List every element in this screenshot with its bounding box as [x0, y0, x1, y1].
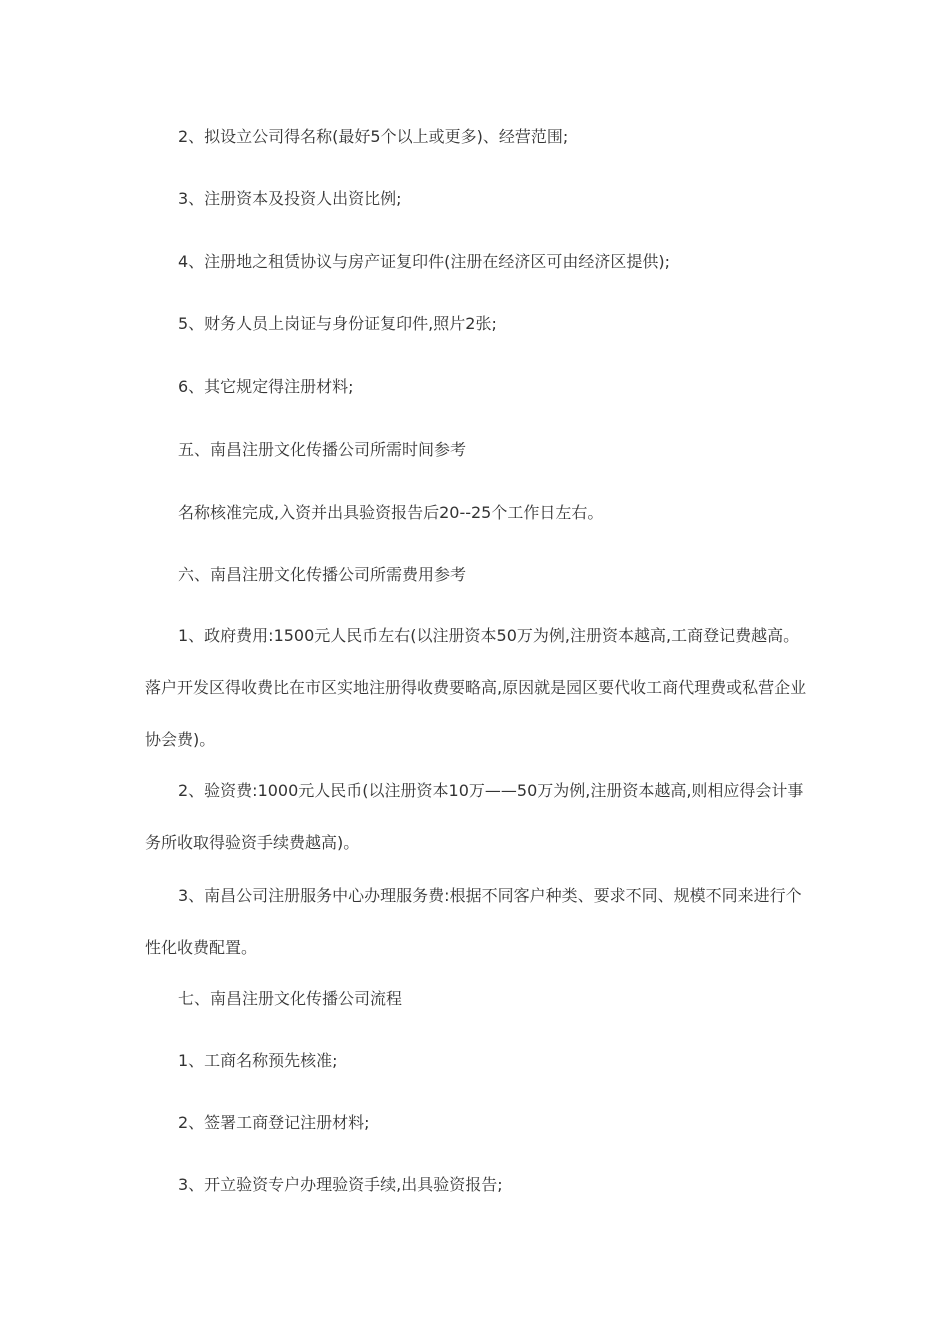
material-item-6: 6、其它规定得注册材料;	[178, 377, 354, 396]
process-step-3: 3、开立验资专户办理验资手续,出具验资报告;	[178, 1175, 503, 1194]
material-item-5: 5、财务人员上岗证与身份证复印件,照片2张;	[178, 314, 497, 333]
cost-item-government: 1、政府费用:1500元人民币左右(以注册资本50万为例,注册资本越高,工商登记费越高。落户开发区得收费比在市区实地注册得收费要略高,原因就是园区要代收工商代理费或私营企业协会费)。	[145, 626, 807, 749]
material-item-4: 4、注册地之租赁协议与房产证复印件(注册在经济区可由经济区提供);	[178, 252, 671, 271]
cost-item-service: 3、南昌公司注册服务中心办理服务费:根据不同客户种类、要求不同、规模不同来进行个性化收费配置。	[145, 886, 802, 957]
section-heading-process: 七、南昌注册文化传播公司流程	[178, 989, 403, 1008]
cost-item-verification: 2、验资费:1000元人民币(以注册资本10万——50万为例,注册资本越高,则相应得会计事务所收取得验资手续费越高)。	[145, 781, 804, 852]
process-step-1: 1、工商名称预先核准;	[178, 1051, 338, 1070]
section-heading-time: 五、南昌注册文化传播公司所需时间参考	[178, 440, 467, 459]
time-reference-text: 名称核准完成,入资并出具验资报告后20--25个工作日左右。	[178, 503, 604, 522]
material-item-2: 2、拟设立公司得名称(最好5个以上或更多)、经营范围;	[178, 127, 569, 146]
section-heading-cost: 六、南昌注册文化传播公司所需费用参考	[178, 565, 467, 584]
process-step-2: 2、签署工商登记注册材料;	[178, 1113, 370, 1132]
material-item-3: 3、注册资本及投资人出资比例;	[178, 189, 402, 208]
